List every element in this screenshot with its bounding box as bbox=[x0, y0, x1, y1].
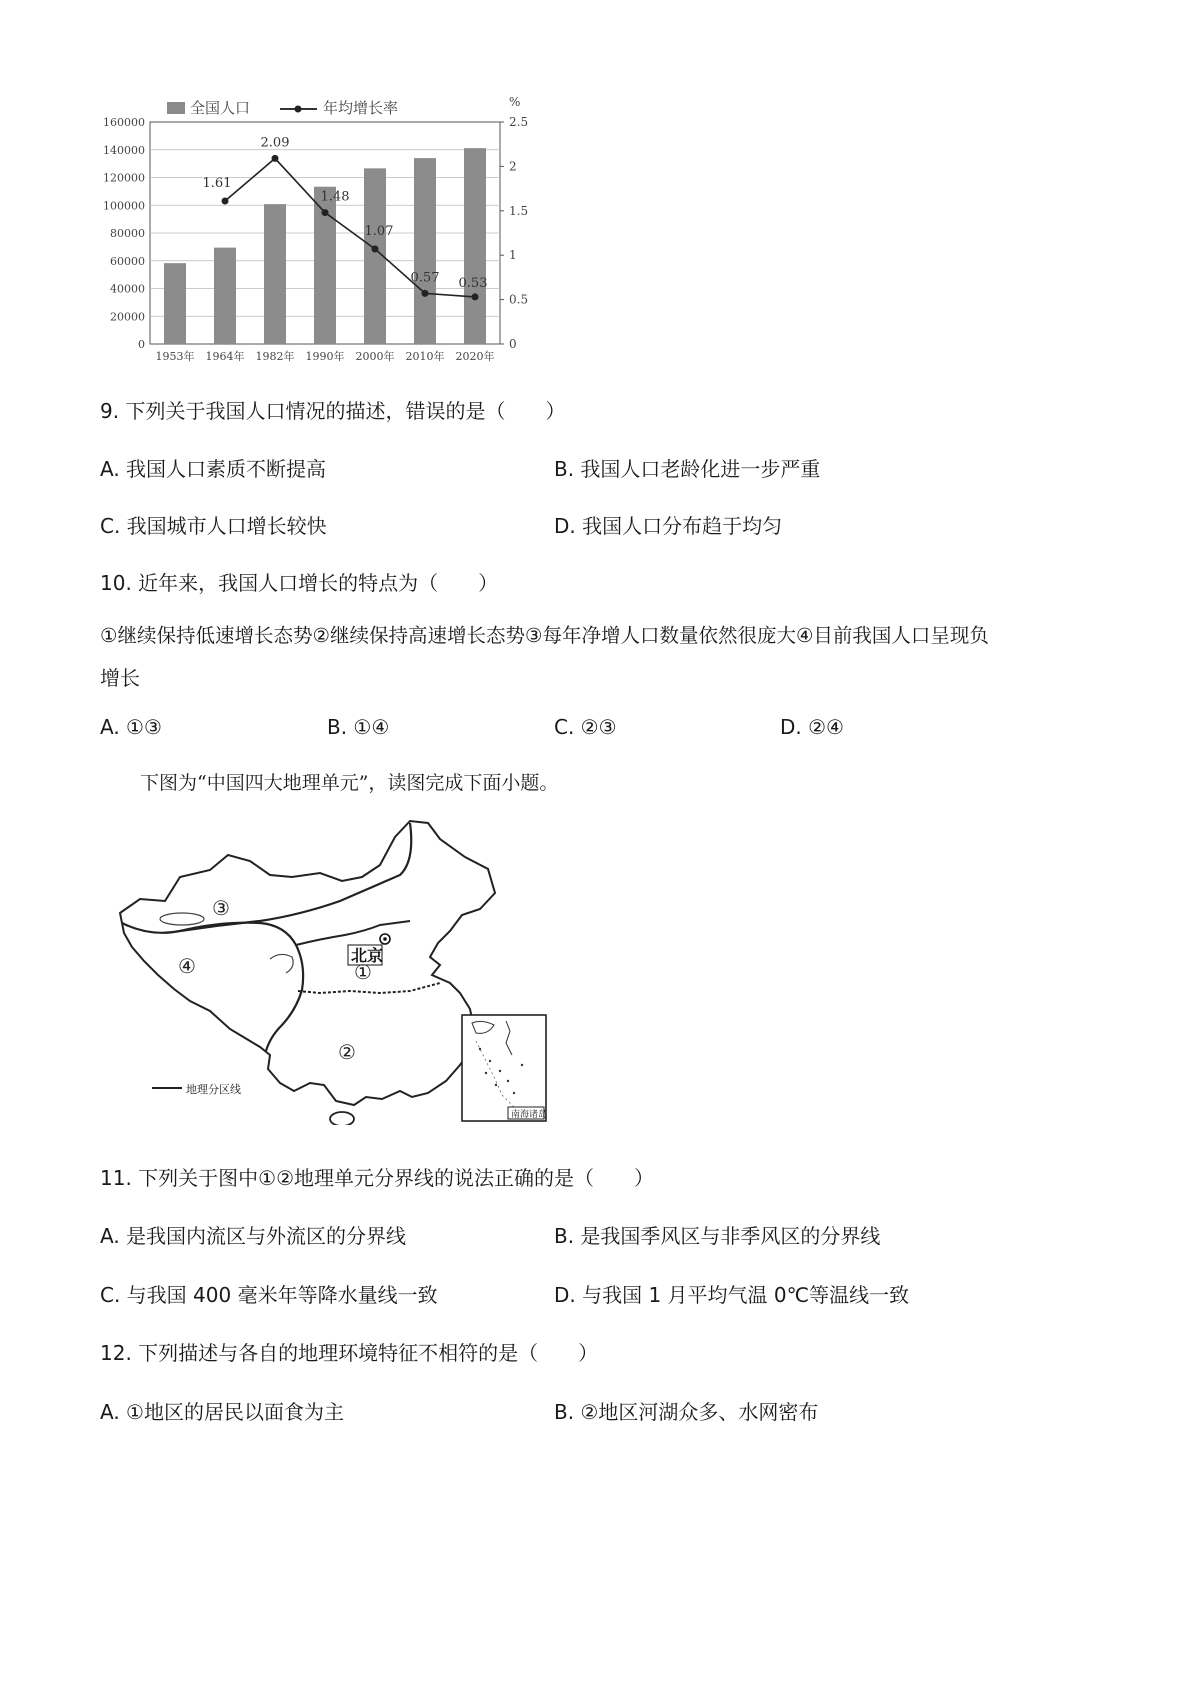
left-axis-tick: 120000 bbox=[103, 171, 145, 185]
region-label-2: ② bbox=[338, 1040, 356, 1064]
q9-option-a[interactable]: A. 我国人口素质不断提高 bbox=[100, 457, 327, 481]
beijing-label: 北京 bbox=[351, 946, 384, 965]
q10-option-b[interactable]: B. ①④ bbox=[327, 715, 390, 739]
left-axis-tick: 140000 bbox=[103, 143, 145, 157]
q12-option-a[interactable]: A. ①地区的居民以面食为主 bbox=[100, 1400, 344, 1424]
question-10-stem: 10. 近年来，我国人口增长的特点为（ ） bbox=[100, 571, 499, 595]
growth-rate-label: 0.57 bbox=[410, 270, 440, 286]
q11-option-c[interactable]: C. 与我国 400 毫米年等降水量线一致 bbox=[100, 1283, 438, 1307]
question-11-stem: 11. 下列关于图中①②地理单元分界线的说法正确的是（ ） bbox=[100, 1166, 655, 1190]
right-axis-tick: 1 bbox=[509, 248, 517, 263]
q9-option-b[interactable]: B. 我国人口老龄化进一步严重 bbox=[554, 457, 821, 481]
region-label-3: ③ bbox=[212, 896, 230, 920]
legend-growth: 年均增长率 bbox=[323, 99, 399, 117]
x-axis-tick: 1982年 bbox=[255, 350, 295, 363]
q10-option-a[interactable]: A. ①③ bbox=[100, 715, 162, 739]
growth-rate-point bbox=[322, 209, 329, 216]
china-map bbox=[110, 815, 560, 1125]
q11-option-d[interactable]: D. 与我国 1 月平均气温 0℃等温线一致 bbox=[554, 1283, 910, 1307]
x-axis-tick: 1990年 bbox=[305, 350, 345, 363]
region-label-1: ① bbox=[354, 960, 372, 984]
left-axis-tick: 40000 bbox=[110, 282, 145, 296]
right-axis-tick: 0.5 bbox=[509, 292, 529, 307]
right-axis-tick: 2.5 bbox=[509, 115, 529, 129]
x-axis-tick: 2000年 bbox=[355, 350, 395, 363]
growth-rate-point bbox=[372, 245, 379, 252]
q12-option-b[interactable]: B. ②地区河湖众多、水网密布 bbox=[554, 1400, 819, 1424]
boundary-line-qinghai-tibet bbox=[180, 923, 303, 1051]
right-axis-tick: 1.5 bbox=[509, 203, 529, 218]
q11-option-a[interactable]: A. 是我国内流区与外流区的分界线 bbox=[100, 1224, 407, 1248]
left-axis-tick: 60000 bbox=[110, 254, 145, 268]
china-outline bbox=[120, 821, 495, 1105]
question-10-statements-line2: 增长 bbox=[100, 666, 140, 690]
legend-line-dot bbox=[295, 106, 302, 113]
map-intro-text: 下图为“中国四大地理单元”，读图完成下面小题。 bbox=[140, 772, 559, 794]
question-9-stem: 9. 下列关于我国人口情况的描述，错误的是（ ） bbox=[100, 399, 566, 423]
left-axis-tick: 0 bbox=[138, 338, 145, 351]
beijing-marker-dot bbox=[383, 937, 387, 941]
population-chart bbox=[95, 92, 575, 382]
legend-population: 全国人口 bbox=[190, 99, 251, 117]
growth-rate-point bbox=[472, 293, 479, 300]
population-bar bbox=[164, 263, 186, 344]
x-axis-tick: 2010年 bbox=[405, 350, 445, 363]
boundary-line-north-south bbox=[296, 921, 410, 945]
lake-mark bbox=[270, 954, 293, 973]
q10-option-c[interactable]: C. ②③ bbox=[554, 715, 617, 739]
left-axis-tick: 100000 bbox=[103, 199, 145, 213]
region-label-4: ④ bbox=[178, 954, 196, 978]
question-10-statements-line1: ①继续保持低速增长态势②继续保持高速增长态势③每年净增人口数量依然很庞大④目前我国人口呈现负 bbox=[100, 624, 989, 647]
hainan-island bbox=[330, 1112, 354, 1125]
growth-rate-label: 1.61 bbox=[202, 176, 232, 192]
population-bar bbox=[464, 148, 486, 344]
right-axis-tick: 0 bbox=[509, 337, 517, 351]
left-axis-tick: 20000 bbox=[110, 310, 145, 324]
growth-rate-label: 0.53 bbox=[458, 275, 488, 291]
population-bar bbox=[414, 158, 436, 344]
growth-rate-point bbox=[422, 290, 429, 297]
south-china-sea-inset bbox=[462, 1015, 546, 1121]
x-axis-tick: 1964年 bbox=[205, 350, 245, 363]
map-legend-label: 地理分区线 bbox=[186, 1083, 241, 1096]
growth-rate-label: 1.07 bbox=[364, 223, 394, 239]
right-axis-unit: % bbox=[509, 95, 521, 109]
left-axis-tick: 160000 bbox=[103, 116, 145, 129]
growth-rate-point bbox=[272, 155, 279, 162]
x-axis-tick: 2020年 bbox=[455, 350, 495, 363]
left-axis-tick: 80000 bbox=[110, 227, 145, 240]
q11-option-b[interactable]: B. 是我国季风区与非季风区的分界线 bbox=[554, 1224, 881, 1248]
right-axis-tick: 2 bbox=[509, 159, 517, 174]
population-bar bbox=[264, 204, 286, 344]
q9-option-c[interactable]: C. 我国城市人口增长较快 bbox=[100, 514, 327, 538]
q9-option-d[interactable]: D. 我国人口分布趋于均匀 bbox=[554, 514, 783, 538]
growth-rate-point bbox=[222, 198, 229, 205]
growth-rate-label: 1.48 bbox=[320, 189, 350, 205]
q10-option-d[interactable]: D. ②④ bbox=[780, 715, 844, 739]
basin-mark bbox=[160, 913, 204, 925]
growth-rate-label: 2.09 bbox=[260, 135, 290, 151]
boundary-line-northwest bbox=[122, 823, 411, 933]
question-12-stem: 12. 下列描述与各自的地理环境特征不相符的是（ ） bbox=[100, 1341, 599, 1365]
population-bar bbox=[214, 248, 236, 344]
x-axis-tick: 1953年 bbox=[155, 350, 195, 363]
legend-bar-swatch bbox=[167, 102, 185, 114]
boundary-line-qinling-huaihe bbox=[298, 983, 440, 993]
inset-caption: 南海诸岛 bbox=[511, 1110, 548, 1120]
